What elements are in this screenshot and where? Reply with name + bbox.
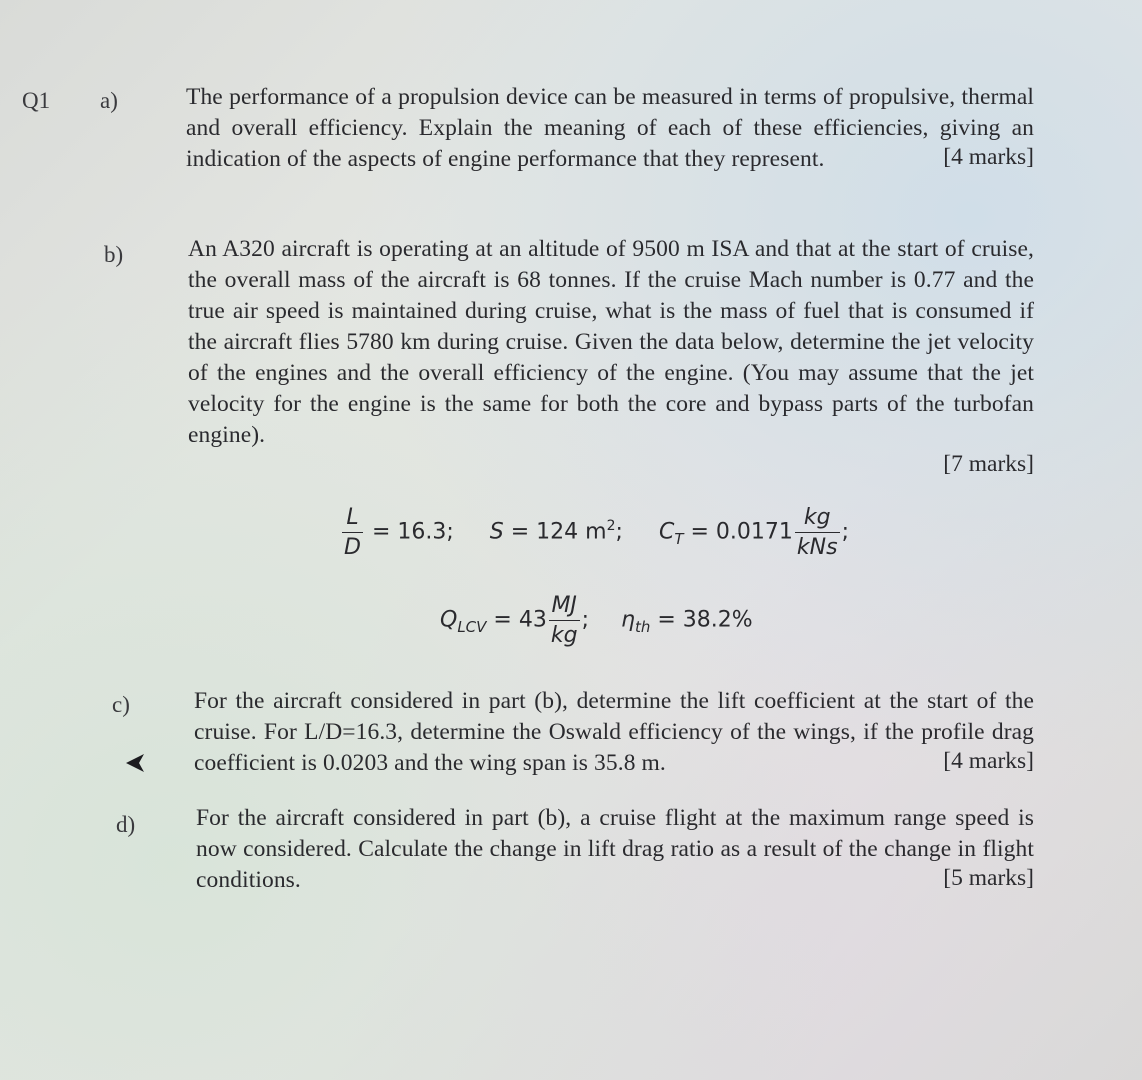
thermal-efficiency-value: = 38.2% [657, 607, 753, 633]
wing-area-symbol: S [489, 519, 504, 545]
part-d [196, 803, 1034, 892]
ld-numerator: L [342, 505, 363, 533]
part-d-label: d) [116, 812, 136, 837]
tsfc-symbol: C [658, 519, 675, 545]
thermal-efficiency-symbol: η [620, 607, 635, 633]
equation-line-1 [340, 505, 849, 560]
tsfc-unit-fraction [795, 505, 840, 560]
part-a-label: a) [100, 88, 118, 113]
part-d-text: For the aircraft considered in part (b), a cruise flight at the maximum range speed is now considered. Calculate the change in lift drag ratio as a result of the change in flight conditions. [196, 805, 1034, 893]
lift-drag-fraction [342, 505, 363, 560]
calorific-unit-fraction [549, 593, 580, 648]
part-c [194, 686, 1034, 775]
calorific-end: ; [581, 607, 589, 633]
calorific-unit-denominator: kg [550, 623, 578, 648]
thermal-efficiency-subscript: th [634, 617, 651, 636]
calorific-value-symbol: Q [440, 607, 458, 633]
ld-value: = 16.3; [371, 519, 454, 545]
tsfc-value: = 0.0171 [690, 519, 793, 545]
part-a-marks: [4 marks] [943, 144, 1034, 170]
wing-area-value: = 124 m [510, 519, 607, 545]
mouse-pointer-icon [124, 752, 146, 774]
calorific-value-subscript: LCV [457, 617, 487, 636]
tsfc-unit-denominator: kNs [796, 535, 838, 560]
wing-area-end: ; [615, 519, 623, 545]
part-d-marks: [5 marks] [943, 865, 1034, 891]
part-c-marks: [4 marks] [943, 748, 1034, 774]
part-c-text: For the aircraft considered in part (b), determine the lift coefficient at the start of the cruise. For L/D=16.3, determine the Oswald efficiency of the wings, if the profile drag coefficient is 0.0203 and the wing span is 35.8 m. [194, 688, 1034, 776]
part-b-marks: [7 marks] [943, 451, 1034, 477]
equation-line-2 [440, 593, 753, 648]
question-number: Q1 [22, 88, 51, 113]
part-b-label: b) [104, 242, 124, 267]
tsfc-unit-numerator: kg [795, 505, 840, 533]
calorific-unit-numerator: MJ [549, 593, 580, 621]
part-c-label: c) [112, 692, 130, 717]
tsfc-subscript: T [674, 529, 684, 548]
ld-denominator: D [344, 535, 361, 560]
part-b-text: An A320 aircraft is operating at an altitude of 9500 m ISA and that at the start of cruise, the overall mass of the aircraft is 68 tonnes. If the cruise Mach number is 0.77 and the true air speed is maintained during cruise, what is the mass of fuel that is consumed if the aircraft flies 5780 km during cruise. Given the data below, determine the jet velocity of the engines and the overall efficiency of the engine. (You may assume that the jet velocity for the engine is the same for both the core and bypass parts of the turbofan engine). [188, 236, 1034, 448]
wing-area-exponent: 2 [606, 517, 616, 534]
part-b [188, 234, 1034, 478]
calorific-value-value: = 43 [493, 607, 547, 633]
part-a [186, 82, 1034, 171]
tsfc-end: ; [841, 519, 849, 545]
part-a-text: The performance of a propulsion device can be measured in terms of propulsive, thermal and overall efficiency. Explain the meaning of each of these efficiencies, giving an indication of the aspects of engine performance that they represent. [186, 84, 1034, 172]
